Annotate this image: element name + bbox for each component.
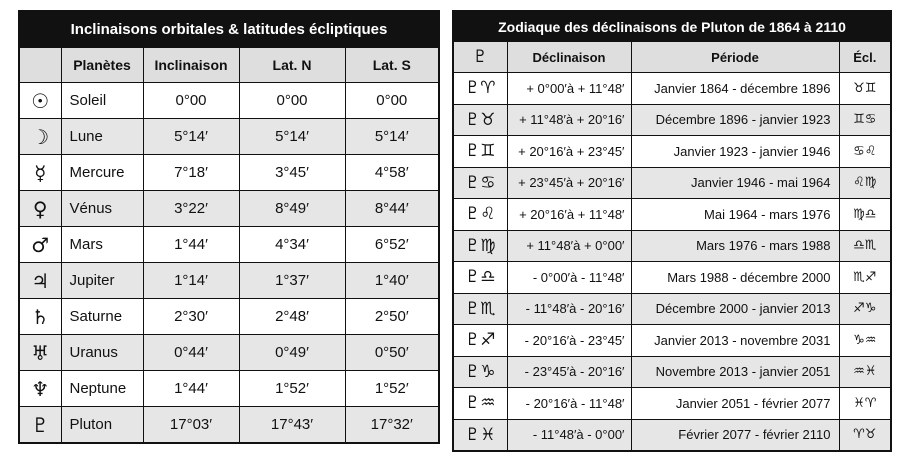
- table-row: [19, 371, 439, 407]
- pluto-sagittarius-icon: ♇♐: [453, 325, 507, 357]
- lat-s-value: 2°50′: [345, 299, 439, 335]
- lat-s-value: 4°58′: [345, 155, 439, 191]
- periode-value: Janvier 1923 - janvier 1946: [631, 136, 839, 168]
- header-ecl: Écl.: [839, 42, 891, 73]
- table-row: [453, 262, 891, 294]
- planet-name: Saturne: [61, 299, 143, 335]
- leo-virgo-icon: ♌♍: [839, 167, 891, 199]
- lat-n-value: 3°45′: [239, 155, 345, 191]
- inclinaison-value: 2°30′: [143, 299, 239, 335]
- neptune-icon: ♆: [19, 371, 61, 407]
- declinaison-value: - 11°48′à - 20°16′: [507, 293, 631, 325]
- virgo-libra-icon: ♍♎: [839, 199, 891, 231]
- table-row: [453, 356, 891, 388]
- inclinaison-value: 17°03′: [143, 407, 239, 444]
- pisces-aries-icon: ♓♈: [839, 388, 891, 420]
- inclinaison-value: 3°22′: [143, 191, 239, 227]
- lat-s-value: 5°14′: [345, 119, 439, 155]
- periode-value: Mai 1964 - mars 1976: [631, 199, 839, 231]
- aries-taurus-icon: ♈♉: [839, 419, 891, 451]
- pluto-icon: ♇: [19, 407, 61, 444]
- periode-value: Janvier 2013 - novembre 2031: [631, 325, 839, 357]
- inclinaison-value: 0°44′: [143, 335, 239, 371]
- pluto-scorpio-icon: ♇♏: [453, 293, 507, 325]
- table-row: [19, 83, 439, 119]
- table-row: [19, 263, 439, 299]
- lat-s-value: 0°50′: [345, 335, 439, 371]
- mars-icon: ♂: [19, 227, 61, 263]
- lat-s-value: 8°44′: [345, 191, 439, 227]
- lat-n-value: 0°00: [239, 83, 345, 119]
- declinaison-value: - 20°16′à - 11°48′: [507, 388, 631, 420]
- declinaison-value: - 23°45′à - 20°16′: [507, 356, 631, 388]
- saturn-icon: ♄: [19, 299, 61, 335]
- left-table-title: Inclinaisons orbitales & latitudes écliptiques: [19, 11, 439, 48]
- lat-n-value: 17°43′: [239, 407, 345, 444]
- lat-n-value: 8°49′: [239, 191, 345, 227]
- header-planetes: Planètes: [61, 48, 143, 83]
- table-row: [19, 155, 439, 191]
- periode-value: Novembre 2013 - janvier 2051: [631, 356, 839, 388]
- lat-n-value: 0°49′: [239, 335, 345, 371]
- lat-n-value: 1°52′: [239, 371, 345, 407]
- orbital-inclinations-table: [18, 10, 440, 444]
- sagittarius-capricorn-icon: ♐♑: [839, 293, 891, 325]
- lat-n-value: 1°37′: [239, 263, 345, 299]
- pluto-libra-icon: ♇♎: [453, 262, 507, 294]
- periode-value: Décembre 1896 - janvier 1923: [631, 104, 839, 136]
- libra-scorpio-icon: ♎♏: [839, 230, 891, 262]
- pluto-header-icon: ♇: [453, 42, 507, 73]
- table-row: [19, 191, 439, 227]
- header-declinaison: Déclinaison: [507, 42, 631, 73]
- cancer-leo-icon: ♋♌: [839, 136, 891, 168]
- table-row: [453, 136, 891, 168]
- table-row: [453, 104, 891, 136]
- capricorn-aquarius-icon: ♑♒: [839, 325, 891, 357]
- header-lat-s: Lat. S: [345, 48, 439, 83]
- lat-n-value: 2°48′: [239, 299, 345, 335]
- declinaison-value: - 0°00′à - 11°48′: [507, 262, 631, 294]
- periode-value: Février 2077 - février 2110: [631, 419, 839, 451]
- pluto-taurus-icon: ♇♉: [453, 104, 507, 136]
- pluto-cancer-icon: ♇♋: [453, 167, 507, 199]
- declinaison-value: - 20°16′à - 23°45′: [507, 325, 631, 357]
- uranus-icon: ♅: [19, 335, 61, 371]
- table-row: [19, 407, 439, 444]
- planet-name: Pluton: [61, 407, 143, 444]
- table-row: [453, 388, 891, 420]
- declinaison-value: + 0°00′à + 11°48′: [507, 73, 631, 105]
- venus-icon: ♀: [19, 191, 61, 227]
- pluto-leo-icon: ♇♌: [453, 199, 507, 231]
- planet-name: Jupiter: [61, 263, 143, 299]
- mercury-icon: ☿: [19, 155, 61, 191]
- inclinaison-value: 5°14′: [143, 119, 239, 155]
- declinaison-value: + 20°16′à + 11°48′: [507, 199, 631, 231]
- header-periode: Période: [631, 42, 839, 73]
- pluto-aries-icon: ♇♈: [453, 73, 507, 105]
- table-row: [453, 199, 891, 231]
- periode-value: Décembre 2000 - janvier 2013: [631, 293, 839, 325]
- taurus-gemini-icon: ♉♊: [839, 73, 891, 105]
- planet-name: Vénus: [61, 191, 143, 227]
- table-row: [19, 299, 439, 335]
- pluto-pisces-icon: ♇♓: [453, 419, 507, 451]
- table-row: [453, 167, 891, 199]
- declinaison-value: + 23°45′à + 20°16′: [507, 167, 631, 199]
- declinaison-value: - 11°48′à - 0°00′: [507, 419, 631, 451]
- pluto-aquarius-icon: ♇♒: [453, 388, 507, 420]
- inclinaison-value: 1°44′: [143, 371, 239, 407]
- table-row: [453, 325, 891, 357]
- planet-name: Uranus: [61, 335, 143, 371]
- lat-s-value: 1°40′: [345, 263, 439, 299]
- planet-name: Mercure: [61, 155, 143, 191]
- header-lat-n: Lat. N: [239, 48, 345, 83]
- pluto-declination-zodiac-table: [452, 10, 892, 452]
- planet-name: Neptune: [61, 371, 143, 407]
- declinaison-value: + 20°16′à + 23°45′: [507, 136, 631, 168]
- table-row: [19, 335, 439, 371]
- lat-n-value: 4°34′: [239, 227, 345, 263]
- planet-name: Lune: [61, 119, 143, 155]
- table-row: [453, 73, 891, 105]
- declinaison-value: + 11°48′à + 20°16′: [507, 104, 631, 136]
- inclinaison-value: 0°00: [143, 83, 239, 119]
- periode-value: Mars 1988 - décembre 2000: [631, 262, 839, 294]
- periode-value: Janvier 1864 - décembre 1896: [631, 73, 839, 105]
- periode-value: Janvier 1946 - mai 1964: [631, 167, 839, 199]
- table-row: [19, 119, 439, 155]
- inclinaison-value: 1°14′: [143, 263, 239, 299]
- periode-value: Janvier 2051 - février 2077: [631, 388, 839, 420]
- table-row: [19, 227, 439, 263]
- jupiter-icon: ♃: [19, 263, 61, 299]
- scorpio-sagittarius-icon: ♏♐: [839, 262, 891, 294]
- lat-s-value: 0°00: [345, 83, 439, 119]
- planet-name: Soleil: [61, 83, 143, 119]
- sun-icon: ☉: [19, 83, 61, 119]
- header-symbol: [19, 48, 61, 83]
- aquarius-pisces-icon: ♒♓: [839, 356, 891, 388]
- pluto-virgo-icon: ♇♍: [453, 230, 507, 262]
- periode-value: Mars 1976 - mars 1988: [631, 230, 839, 262]
- lat-n-value: 5°14′: [239, 119, 345, 155]
- table-row: [453, 419, 891, 451]
- table-row: [453, 230, 891, 262]
- lat-s-value: 6°52′: [345, 227, 439, 263]
- declinaison-value: + 11°48′à + 0°00′: [507, 230, 631, 262]
- right-table-title: Zodiaque des déclinaisons de Pluton de 1864 à 2110: [453, 11, 891, 42]
- lat-s-value: 1°52′: [345, 371, 439, 407]
- inclinaison-value: 1°44′: [143, 227, 239, 263]
- lat-s-value: 17°32′: [345, 407, 439, 444]
- pluto-capricorn-icon: ♇♑: [453, 356, 507, 388]
- planet-name: Mars: [61, 227, 143, 263]
- header-inclinaison: Inclinaison: [143, 48, 239, 83]
- gemini-cancer-icon: ♊♋: [839, 104, 891, 136]
- inclinaison-value: 7°18′: [143, 155, 239, 191]
- moon-icon: ☽: [19, 119, 61, 155]
- table-row: [453, 293, 891, 325]
- pluto-gemini-icon: ♇♊: [453, 136, 507, 168]
